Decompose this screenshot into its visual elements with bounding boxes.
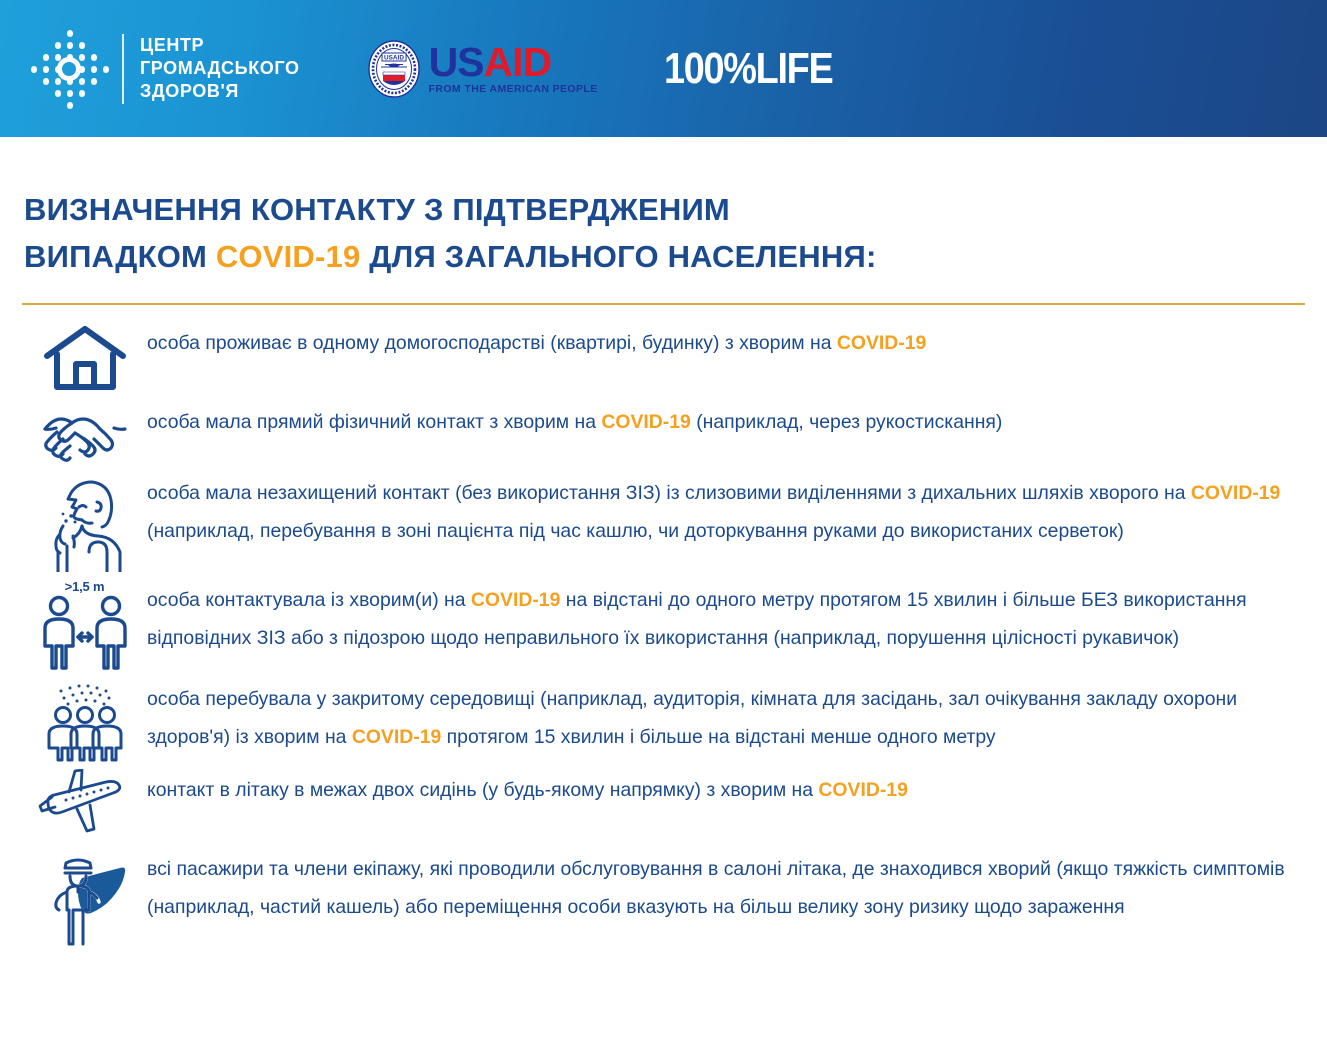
text-part: (наприклад, перебування в зоні пацієнта під час кашлю, чи доторкування руками до використаних серветок) xyxy=(147,520,1124,542)
text-part: особа перебувала у закритому середовищі (наприклад, аудиторія, кімната для засідань, зал очікування закладу охорони здоров'я) із хворим на xyxy=(147,688,1238,748)
cph-logo-divider xyxy=(122,34,124,104)
cph-logo-dot xyxy=(43,66,49,72)
cph-logo-dot xyxy=(91,54,97,60)
flight-crew-icon xyxy=(37,852,133,948)
list-item-text xyxy=(147,322,1309,362)
list-item xyxy=(22,848,1309,948)
cph-logo-dot xyxy=(67,30,73,36)
usaid-us-text: US xyxy=(428,38,484,85)
cph-logo-dot xyxy=(43,78,49,84)
list-item-icon-cell xyxy=(22,472,147,572)
cph-logo-dot xyxy=(79,54,85,60)
cph-logo-mark-icon xyxy=(26,26,112,112)
cph-line-2: ГРОМАДСЬКОГО xyxy=(140,58,300,78)
crowd-indoors-icon xyxy=(39,680,131,762)
cph-logo-dot xyxy=(67,90,73,96)
cph-logo-dot xyxy=(67,78,73,84)
text-part: всі пасажири та члени екіпажу, які проводили обслуговування в салоні літака, де знаходився хворий (якщо тяжкість симптомів (наприклад, частий кашель) або переміщення особи вказують на більш велику зону ризику щодо зараження xyxy=(147,858,1285,918)
list-item xyxy=(22,322,1309,394)
list-item-text xyxy=(147,848,1309,926)
cph-logo-dot xyxy=(55,42,61,48)
cph-logo-dot xyxy=(55,54,61,60)
cph-logo-dot xyxy=(67,42,73,48)
cph-logo-dot xyxy=(79,42,85,48)
cph-line-1: ЦЕНТР xyxy=(140,35,205,55)
cph-line-3: ЗДОРОВ'Я xyxy=(140,81,239,101)
list-item xyxy=(22,579,1309,671)
title-covid-highlight: COVID-19 xyxy=(215,239,361,274)
usaid-tagline: FROM THE AMERICAN PEOPLE xyxy=(428,82,598,95)
list-item-icon-cell xyxy=(22,769,147,841)
text-part: особа мала незахищений контакт (без використання ЗІЗ) із слизовими виділеннями з дихальних шляхів хворого на xyxy=(147,482,1191,504)
covid-highlight: COVID-19 xyxy=(818,779,908,801)
cph-logo-dot xyxy=(43,54,49,60)
list-item-text xyxy=(147,401,1309,441)
social-distance-group xyxy=(38,579,132,671)
cph-logo-dot xyxy=(79,66,85,72)
usaid-logo xyxy=(368,40,598,98)
text-part: особа проживає в одному домогосподарстві (квартирі, будинку) з хворим на xyxy=(147,332,837,354)
social-distance-icon xyxy=(38,595,132,671)
page-title-line-2 xyxy=(24,233,1327,280)
airplane-icon xyxy=(35,769,135,841)
svg-text:USAID: USAID xyxy=(383,53,404,61)
criteria-list xyxy=(0,322,1327,948)
usaid-main-text xyxy=(428,38,598,85)
handshake-icon xyxy=(39,407,131,465)
list-item xyxy=(22,678,1309,762)
cph-logo-dot xyxy=(67,102,73,108)
cph-logo-dot xyxy=(55,90,61,96)
list-item-icon-cell xyxy=(22,322,147,394)
cph-logo-dot xyxy=(31,66,37,72)
house-icon xyxy=(42,324,128,394)
cph-logo-dot xyxy=(67,54,73,60)
cph-logo-dot xyxy=(55,66,61,72)
usaid-wordmark xyxy=(428,38,598,95)
list-item-text xyxy=(147,769,1309,809)
cph-logo-text xyxy=(140,34,300,103)
text-part: протягом 15 хвилин і більше на відстані менше одного метру xyxy=(441,726,996,748)
text-part: особа контактувала із хворим(и) на xyxy=(147,589,471,611)
coughing-person-icon xyxy=(45,474,125,572)
title-line-1-text: ВИЗНАЧЕННЯ КОНТАКТУ З ПІДТВЕРДЖЕНИМ xyxy=(24,192,730,227)
cph-logo xyxy=(26,0,300,137)
list-item xyxy=(22,472,1309,572)
list-item-text xyxy=(147,579,1309,657)
list-item xyxy=(22,769,1309,841)
title-divider xyxy=(22,303,1305,305)
text-part: контакт в літаку в межах двох сидінь (у будь-якому напрямку) з хворим на xyxy=(147,779,819,801)
list-item-text xyxy=(147,678,1309,756)
covid-highlight: COVID-19 xyxy=(351,726,442,748)
usaid-seal-icon xyxy=(368,40,420,98)
covid-highlight: COVID-19 xyxy=(836,332,927,354)
cph-logo-dot xyxy=(79,90,85,96)
cph-logo-dot xyxy=(91,78,97,84)
life-logo: 100%LIFE xyxy=(663,43,833,93)
text-part: особа мала прямий фізичний контакт з хворим на xyxy=(147,411,602,433)
covid-highlight: COVID-19 xyxy=(601,411,691,433)
list-item xyxy=(22,401,1309,465)
title-line-2-prefix: ВИПАДКОМ xyxy=(24,239,216,274)
title-block xyxy=(0,137,1327,280)
text-part: на відстані до одного метру протягом 15 хвилин і більше БЕЗ використання відповідних ЗІЗ або з підозрою щодо неправильного їх використання (наприклад, порушення цілісності рукавичок) xyxy=(147,589,1247,649)
list-item-icon-cell xyxy=(22,579,147,671)
page-title-line-1 xyxy=(24,186,1327,233)
list-item-icon-cell xyxy=(22,401,147,465)
cph-logo-dot xyxy=(55,78,61,84)
usaid-aid-text: AID xyxy=(483,38,552,85)
cph-logo-dot xyxy=(91,66,97,72)
distance-label: >1,5 m xyxy=(64,579,105,594)
cph-logo-dot xyxy=(79,78,85,84)
page-header xyxy=(0,0,1327,137)
title-line-2-suffix: ДЛЯ ЗАГАЛЬНОГО НАСЕЛЕННЯ: xyxy=(360,239,877,274)
list-item-icon-cell xyxy=(22,848,147,948)
list-item-icon-cell xyxy=(22,678,147,762)
covid-highlight: COVID-19 xyxy=(1190,482,1281,504)
cph-logo-dot xyxy=(103,66,109,72)
covid-highlight: COVID-19 xyxy=(470,589,561,611)
list-item-text xyxy=(147,472,1309,550)
text-part: (наприклад, через рукостискання) xyxy=(690,411,1003,433)
